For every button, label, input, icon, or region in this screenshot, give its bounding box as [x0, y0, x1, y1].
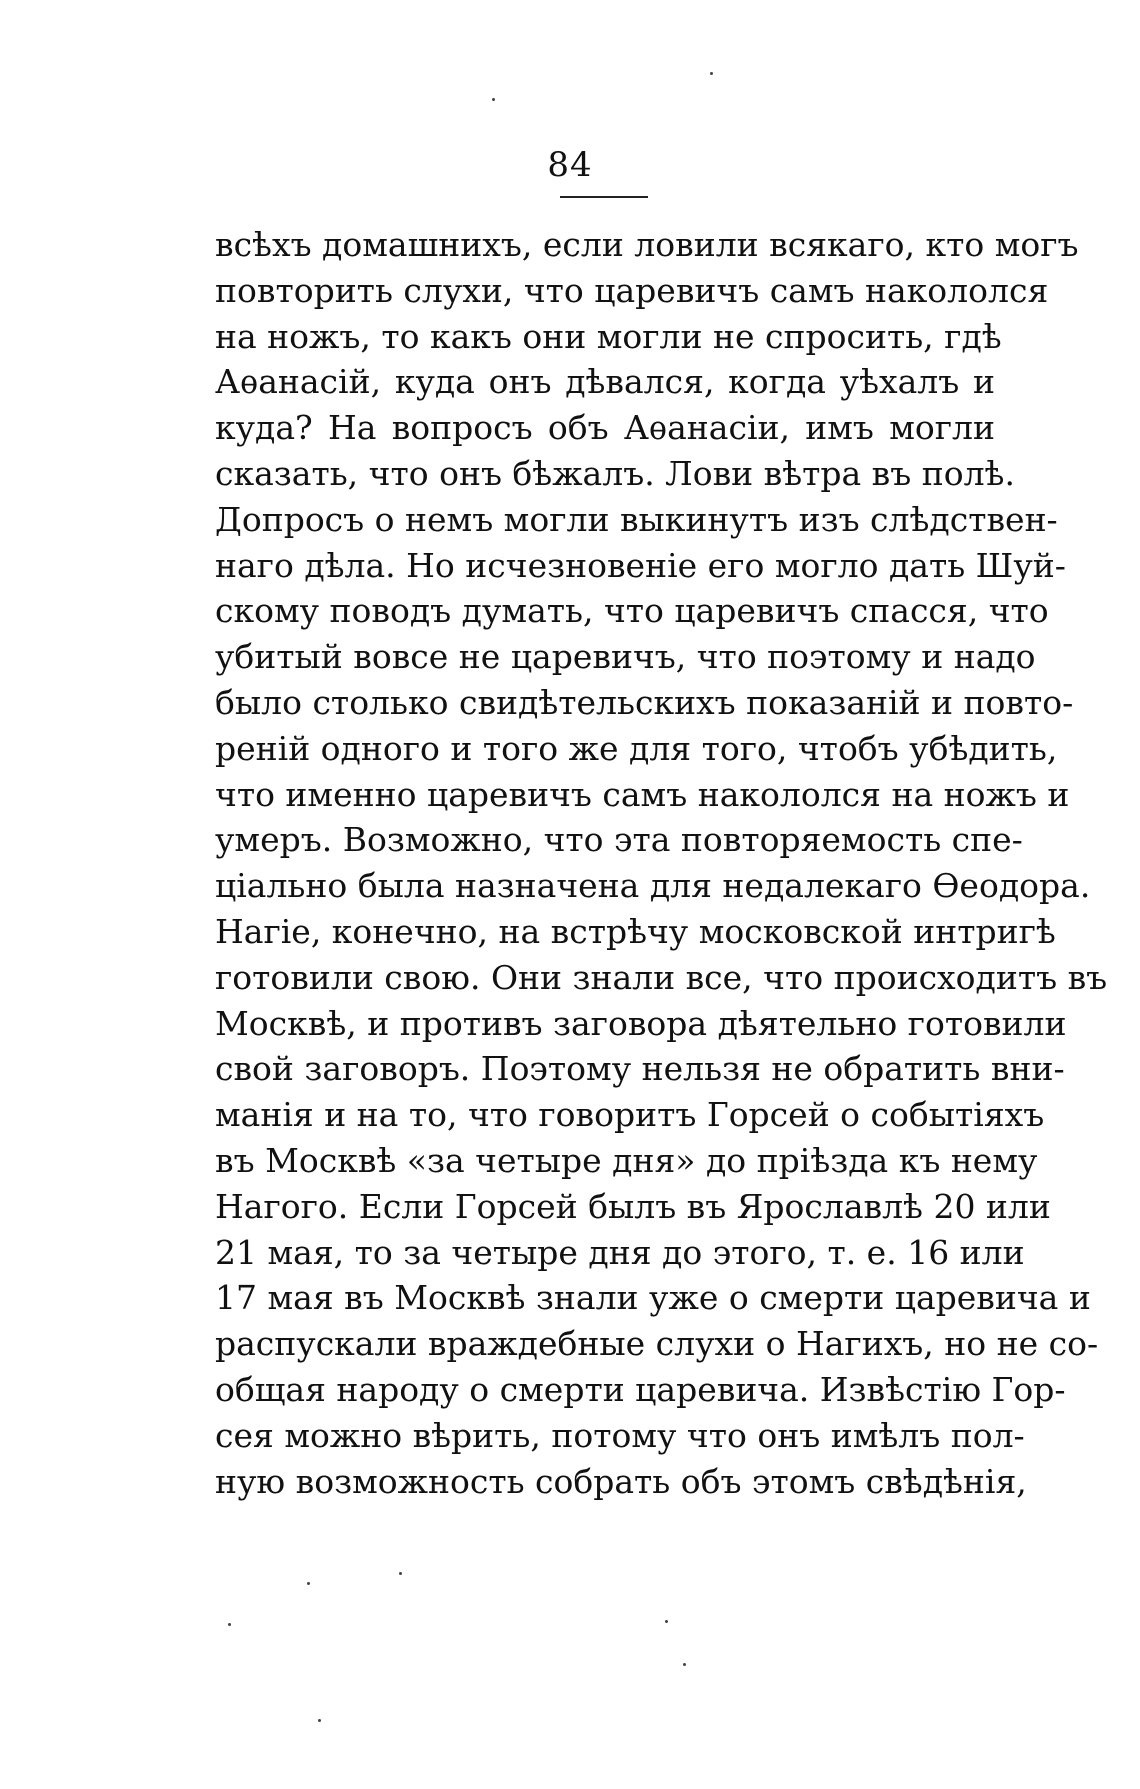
speck: [307, 1582, 310, 1585]
speck: [228, 1623, 231, 1626]
text-line: всѣхъ домашнихъ, если ловили всякаго, кто могъ: [215, 225, 1079, 264]
text-line: готовили свою. Они знали все, что происходитъ въ: [215, 957, 1108, 997]
text-line: общая народу о смерти царевича. Извѣстію Гор-: [215, 1369, 1066, 1409]
text-line: распускали враждебные слухи о Нагихъ, но не со-: [215, 1324, 1099, 1364]
text-line: ную возможность собрать объ этомъ свѣдѣнія,: [215, 1461, 1027, 1501]
text-line: свой заговоръ. Поэтому нельзя не обратить вни-: [215, 1049, 1065, 1089]
page-number-rule: [560, 196, 648, 198]
text-line: Нагого. Если Горсей былъ въ Ярославлѣ 20 или: [215, 1186, 1051, 1226]
text-line: Допросъ о немъ могли выкинутъ изъ слѣдствен-: [215, 499, 1058, 539]
text-line: Москвѣ, и противъ заговора дѣятельно готовили: [215, 1003, 1067, 1043]
text-line: умеръ. Возможно, что эта повторяемость спе-: [215, 820, 1023, 860]
speck: [318, 1719, 321, 1722]
text-line: было столько свидѣтельскихъ показаній и повто-: [215, 682, 1074, 722]
text-line: на ножъ, то какъ они могли не спросить, гдѣ: [215, 316, 1002, 356]
text-line: что именно царевичъ самъ накололся на ножъ и: [215, 774, 1070, 814]
text-line: сея можно вѣрить, потому что онъ имѣлъ пол-: [215, 1415, 1025, 1455]
text-line: реній одного и того же для того, чтобъ убѣдить,: [215, 728, 1058, 768]
text-line: 17 мая въ Москвѣ знали уже о смерти царевича и: [215, 1278, 1091, 1318]
text-line: сказать, что онъ бѣжалъ. Лови вѣтра въ полѣ.: [215, 453, 1015, 493]
text-line: 21 мая, то за четыре дня до этого, т. е. 16 или: [215, 1232, 1025, 1272]
text-line: повторить слухи, что царевичъ самъ накололся: [215, 270, 1049, 310]
page-body-text: [215, 222, 1108, 1504]
text-line: скому поводъ думать, что царевичъ спасся, что: [215, 591, 1049, 631]
text-line: манія и на то, что говоритъ Горсей о событіяхъ: [215, 1095, 1045, 1135]
text-line: наго дѣла. Но исчезновеніе его могло дать Шуй-: [215, 545, 1066, 585]
text-line: убитый вовсе не царевичъ, что поэтому и надо: [215, 637, 1036, 677]
speck: [665, 1620, 668, 1623]
page-number: 84: [547, 145, 593, 185]
text-line: ціально была назначена для недалекаго Ѳеодора.: [215, 866, 1091, 906]
text-line: Нагіе, конечно, на встрѣчу московской интригѣ: [215, 911, 1056, 951]
text-line: Аѳанасій, куда онъ дѣвался, когда уѣхалъ и: [215, 362, 995, 402]
text-line: куда? На вопросъ объ Аѳанасіи, имъ могли: [215, 408, 995, 448]
speck: [710, 72, 713, 75]
speck: [492, 98, 495, 101]
speck: [399, 1572, 402, 1575]
speck: [683, 1663, 686, 1666]
text-line: въ Москвѣ «за четыре дня» до пріѣзда къ нему: [215, 1140, 1038, 1180]
